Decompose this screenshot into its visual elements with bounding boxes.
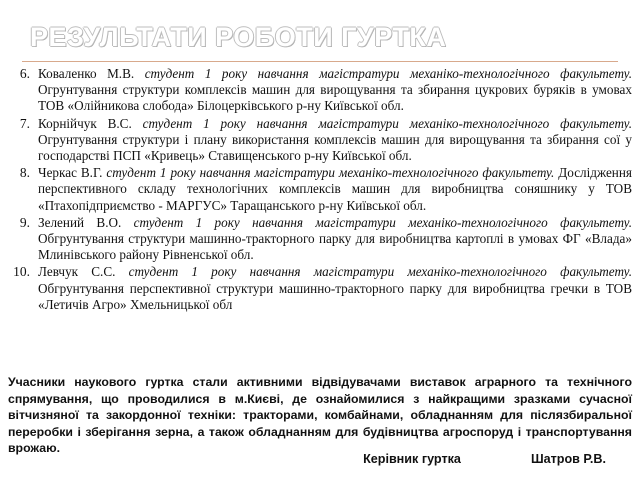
student-role: студент 1 року навчання магістратури механіко-технологічного факультету. <box>121 214 633 230</box>
results-list <box>8 66 632 314</box>
list-item <box>8 165 632 214</box>
slide-title-bar <box>0 0 640 62</box>
list-item-body <box>30 215 632 264</box>
summary-paragraph: Учасники наукового гуртка стали активними відвідувачами виставок аграрного та технічного спрямування, що проводилися в м.Києві, де ознайомилися з найкращими зразками сучасної вітчизняної та закордонної техніки: тракторами, комбайнами, обладнанням для післязбиральної переробки і зберігання зерна, а також обладнанням для будівництва агроспоруд і транспортування врожаю. <box>8 375 632 456</box>
slide-footer <box>8 452 632 466</box>
list-item-body <box>30 165 632 214</box>
list-item-body <box>30 264 632 313</box>
student-desc: Огрунтування структури і плану використання комплексів машин для вирощування та збирання сої у господарстві ПСП «Кривець» Ставищенського р-ну Київської обл. <box>38 131 632 164</box>
page-title: РЕЗУЛЬТАТИ РОБОТИ ГУРТКА <box>30 22 447 52</box>
student-name: Коваленко М.В. <box>38 66 135 81</box>
student-role: студент 1 року навчання магістратури механіко-технологічного факультету. <box>115 264 633 280</box>
list-item-number: 7. <box>19 115 30 131</box>
student-name: Левчук С.С. <box>38 264 116 280</box>
student-role: студент 1 року навчання магістратури механіко-технологічного факультету. <box>134 66 632 81</box>
footer-role: Керівник гуртка <box>363 452 461 466</box>
student-name: Корнійчук В.С. <box>38 115 132 131</box>
list-item-number: 10. <box>13 264 30 280</box>
list-item <box>8 116 632 165</box>
list-item-body <box>30 116 632 165</box>
student-desc: Обгрунтування структури машинно-тракторного парку для виробництва картоплі в умовах ФГ «Влада» Млинівського району Рівненської обл. <box>38 231 632 263</box>
list-item <box>8 66 632 115</box>
student-desc: Обгрунтування перспективної структури машинно-тракторного парку для виробництва гречки в ТОВ «Летичів Агро» Хмельницької обл <box>38 280 632 312</box>
student-role: студент 1 року навчання магістратури механіко-технологічного факультету. <box>131 115 632 131</box>
list-item-number: 9. <box>19 214 30 230</box>
student-role: студент 1 року навчання магістратури механіко-технологічного факультету. <box>102 165 555 181</box>
list-item-number: 8. <box>19 165 30 181</box>
student-name: Черкас В.Г. <box>38 165 103 181</box>
list-item <box>8 264 632 313</box>
student-name: Зелений В.О. <box>38 214 122 230</box>
list-item-body <box>30 66 632 115</box>
footer-name: Шатров Р.В. <box>530 452 606 466</box>
list-item <box>8 215 632 264</box>
student-desc: Огрунтування структури комплексів машин для вирощування та збирання цукрових буряків в умовах ТОВ «Олійникова слобода» Білоцерківського р-ну Київської обл. <box>38 82 632 114</box>
list-item-number: 6. <box>19 66 30 81</box>
title-divider <box>22 61 618 62</box>
student-desc: Дослідження перспективного складу технологічних комплексів машин для виробництва соняшнику у ТОВ «Птахопідприємство - МАРГУС» Таращанського р-ну Київської обл. <box>38 165 632 213</box>
